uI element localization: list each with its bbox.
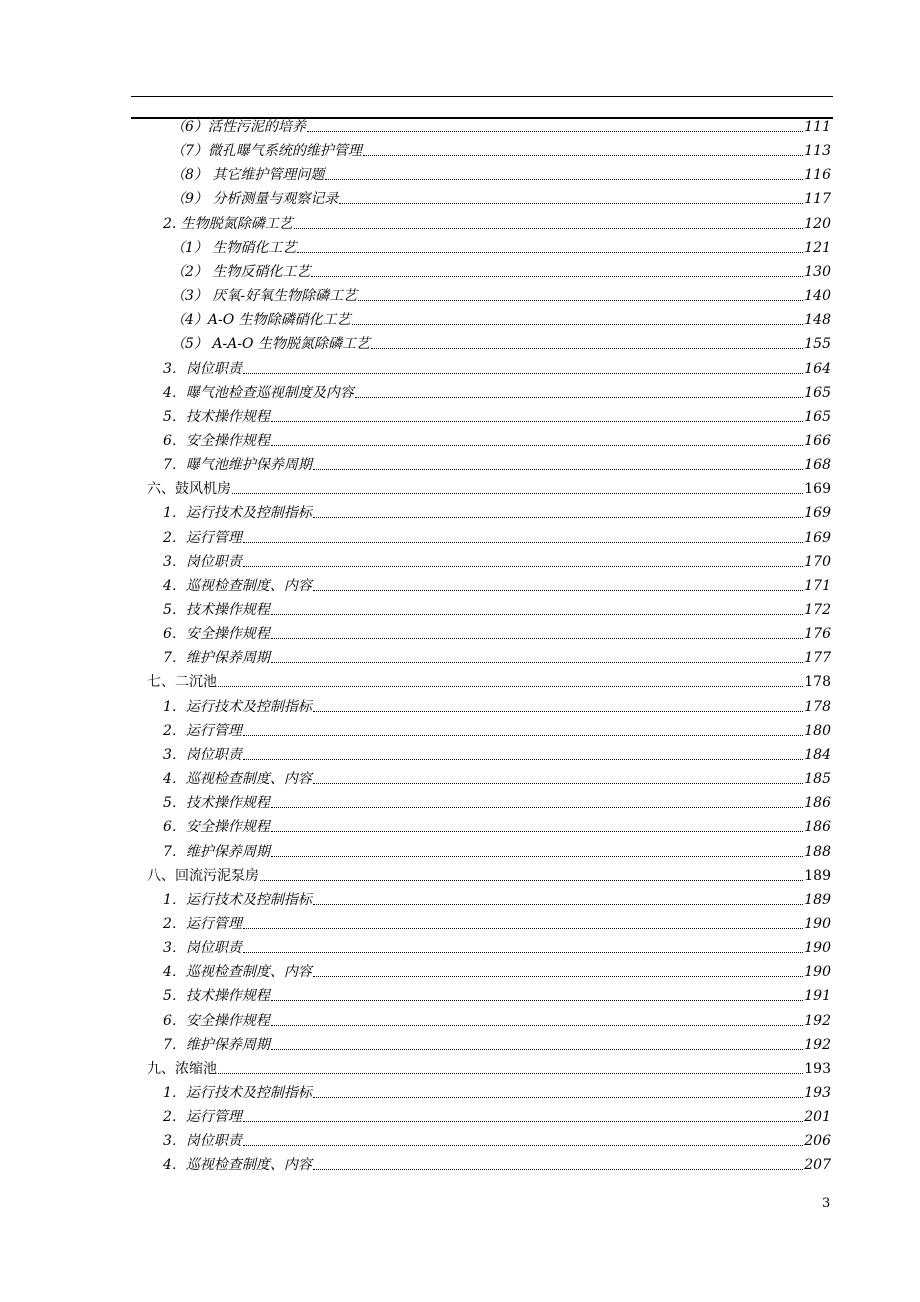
toc-entry-label: （5） A-A-O 生物脱氮除磷工艺: [171, 336, 370, 353]
toc-dot-leader: [313, 469, 803, 470]
toc-entry[interactable]: [163, 1006, 831, 1030]
toc-entry-page: 172: [804, 602, 831, 618]
toc-entry-label: （8） 其它维护管理问题: [171, 167, 325, 184]
toc-entry-page: 189: [804, 867, 831, 884]
toc-entry-page: 193: [804, 1085, 831, 1101]
toc-entry-label: 7．维护保养周期: [163, 843, 270, 860]
toc-entry[interactable]: [171, 257, 831, 281]
toc-entry[interactable]: [171, 281, 831, 305]
toc-entry-page: 192: [804, 1036, 831, 1053]
toc-entry-page: 176: [804, 626, 831, 643]
toc-entry-page: 178: [804, 674, 831, 691]
toc-entry-page: 169: [804, 505, 831, 522]
toc-dot-leader: [271, 421, 803, 422]
toc-entry[interactable]: [163, 1150, 831, 1174]
header-rule: [131, 96, 833, 97]
toc-entry[interactable]: [163, 426, 831, 450]
toc-entry[interactable]: [163, 547, 831, 571]
toc-entry[interactable]: [171, 136, 831, 160]
toc-entry[interactable]: [171, 112, 831, 136]
toc-dot-leader: [271, 1025, 803, 1026]
toc-entry[interactable]: [163, 450, 831, 474]
toc-entry[interactable]: [163, 402, 831, 426]
toc-entry[interactable]: [163, 764, 831, 788]
toc-entry-label: 九、浓缩池: [147, 1060, 217, 1077]
toc-entry-page: 168: [804, 457, 831, 474]
toc-entry-label: 2．运行管理: [163, 529, 242, 546]
toc-dot-leader: [218, 1073, 803, 1074]
toc-entry-page: 166: [804, 432, 831, 449]
page-number: 3: [822, 1196, 831, 1211]
toc-entry-page: 121: [804, 239, 831, 256]
toc-entry-label: 1．运行技术及控制指标: [163, 891, 312, 908]
toc-entry-label: 4．巡视检查制度、内容: [163, 771, 312, 788]
toc-dot-leader: [294, 228, 803, 229]
toc-entry[interactable]: [163, 1126, 831, 1150]
toc-entry-page: 113: [804, 143, 831, 160]
toc-dot-leader: [271, 856, 803, 857]
toc-dot-leader: [243, 735, 803, 736]
toc-dot-leader: [218, 686, 803, 687]
toc-entry-label: （1） 生物硝化工艺: [171, 239, 297, 256]
toc-entry-page: 169: [804, 481, 831, 498]
toc-entry[interactable]: [171, 233, 831, 257]
toc-entry-page: 185: [804, 771, 831, 788]
toc-entry-page: 171: [804, 577, 831, 594]
toc-entry[interactable]: [171, 305, 831, 329]
toc-dot-leader: [271, 1049, 803, 1050]
toc-entry-page: 201: [804, 1109, 831, 1126]
toc-entry-label: 7．维护保养周期: [163, 650, 270, 667]
toc-entry-label: 5．技术操作规程: [163, 795, 270, 812]
toc-entry-page: 188: [804, 843, 831, 860]
toc-entry[interactable]: [171, 160, 831, 184]
toc-entry-page: 111: [804, 119, 831, 135]
toc-entry-label: （2） 生物反硝化工艺: [171, 263, 311, 280]
toc-entry[interactable]: [163, 692, 831, 716]
toc-dot-leader: [243, 1121, 803, 1122]
toc-entry-label: 5．技术操作规程: [163, 602, 270, 618]
toc-entry-page: 190: [804, 915, 831, 932]
toc-entry-page: 191: [804, 988, 831, 1005]
toc-dot-leader: [313, 904, 803, 905]
toc-entry[interactable]: [163, 595, 831, 619]
toc-entry-label: 2．运行管理: [163, 915, 242, 932]
toc-entry[interactable]: [163, 885, 831, 909]
toc-entry[interactable]: [147, 861, 831, 885]
toc-entry-label: （6）活性污泥的培养: [171, 119, 306, 135]
toc-entry-page: 207: [804, 1157, 831, 1174]
toc-dot-leader: [243, 952, 803, 953]
toc-entry-page: 130: [804, 263, 831, 280]
toc-entry[interactable]: [163, 643, 831, 667]
toc-entry-label: 六、鼓风机房: [147, 481, 231, 498]
toc-dot-leader: [271, 831, 803, 832]
toc-entry[interactable]: [163, 619, 831, 643]
toc-entry[interactable]: [163, 837, 831, 861]
toc-entry[interactable]: [163, 933, 831, 957]
toc-entry-page: 120: [804, 215, 831, 232]
toc-entry-page: 169: [804, 529, 831, 546]
toc-entry-label: 3．岗位职责: [163, 1133, 242, 1150]
toc-entry-label: 1．运行技术及控制指标: [163, 698, 312, 715]
toc-dot-leader: [271, 662, 803, 663]
toc-entry[interactable]: [163, 1078, 831, 1102]
toc-entry[interactable]: [163, 788, 831, 812]
toc-dot-leader: [243, 542, 803, 543]
toc-entry-page: 177: [804, 650, 831, 667]
toc-entry[interactable]: [147, 667, 831, 691]
toc-entry[interactable]: [163, 1102, 831, 1126]
toc-entry[interactable]: [163, 571, 831, 595]
toc-dot-leader: [243, 1145, 803, 1146]
toc-dot-leader: [313, 1169, 803, 1170]
toc-entry-label: 1．运行技术及控制指标: [163, 505, 312, 522]
toc-entry[interactable]: [171, 184, 831, 208]
toc-dot-leader: [313, 711, 803, 712]
toc-dot-leader: [243, 928, 803, 929]
toc-entry-label: 2. 生物脱氮除磷工艺: [163, 215, 293, 232]
toc-dot-leader: [311, 276, 803, 277]
toc-entry-page: 165: [804, 384, 831, 401]
toc-entry-label: 1．运行技术及控制指标: [163, 1085, 312, 1101]
toc-entry-page: 190: [804, 964, 831, 981]
toc-entry-label: 7．维护保养周期: [163, 1036, 270, 1053]
toc-entry-label: （7）微孔曝气系统的维护管理: [171, 143, 362, 160]
toc-entry-label: 3．岗位职责: [163, 360, 242, 377]
toc-entry-page: 170: [804, 553, 831, 570]
toc-entry-label: 八、回流污泥泵房: [147, 867, 259, 884]
toc-dot-leader: [355, 397, 803, 398]
toc-entry-label: 4．巡视检查制度、内容: [163, 1157, 312, 1174]
toc-entry-label: 7．曝气池维护保养周期: [163, 457, 312, 474]
toc-entry-label: 2．运行管理: [163, 1109, 242, 1126]
toc-dot-leader: [243, 566, 803, 567]
toc-entry[interactable]: [163, 1030, 831, 1054]
toc-dot-leader: [313, 976, 803, 977]
toc-entry-page: 186: [804, 819, 831, 836]
toc-entry-label: 6．安全操作规程: [163, 432, 270, 449]
toc-entry-label: 4．曝气池检查巡视制度及内容: [163, 384, 354, 401]
toc-dot-leader: [325, 179, 803, 180]
toc-dot-leader: [339, 203, 803, 204]
toc-entry[interactable]: [163, 209, 831, 233]
toc-dot-leader: [358, 300, 803, 301]
toc-entry[interactable]: [163, 981, 831, 1005]
toc-dot-leader: [243, 373, 803, 374]
toc-dot-leader: [232, 493, 803, 494]
toc-dot-leader: [271, 1000, 803, 1001]
toc-entry[interactable]: [163, 354, 831, 378]
toc-entry[interactable]: [171, 329, 831, 353]
toc-dot-leader: [313, 1097, 803, 1098]
toc-entry-label: 6．安全操作规程: [163, 1012, 270, 1029]
toc-entry[interactable]: [163, 716, 831, 740]
toc-entry-label: 6．安全操作规程: [163, 819, 270, 836]
toc-dot-leader: [363, 155, 803, 156]
toc-entry[interactable]: [163, 957, 831, 981]
toc-dot-leader: [313, 590, 803, 591]
toc-entry[interactable]: [163, 523, 831, 547]
toc-entry-page: 186: [804, 795, 831, 812]
toc-entry-page: 192: [804, 1012, 831, 1029]
toc-entry-label: 5．技术操作规程: [163, 408, 270, 425]
toc-dot-leader: [352, 324, 804, 325]
toc-entry-page: 180: [804, 722, 831, 739]
toc-entry-page: 190: [804, 940, 831, 957]
toc-dot-leader: [271, 807, 803, 808]
toc-entry-page: 178: [804, 698, 831, 715]
toc-dot-leader: [313, 783, 803, 784]
toc-entry-label: （9） 分析测量与观察记录: [171, 191, 339, 208]
toc-dot-leader: [243, 759, 803, 760]
toc-entry-page: 206: [804, 1133, 831, 1150]
toc-entry-label: 3．岗位职责: [163, 940, 242, 957]
toc-entry-page: 164: [804, 360, 831, 377]
toc-entry[interactable]: [163, 909, 831, 933]
toc-entry-label: 4．巡视检查制度、内容: [163, 577, 312, 594]
toc-entry-page: 189: [804, 891, 831, 908]
toc-entry-page: 148: [804, 312, 831, 329]
toc-entry[interactable]: [163, 812, 831, 836]
toc-entry-page: 140: [804, 288, 831, 305]
toc-dot-leader: [297, 252, 803, 253]
toc-entry-label: 2．运行管理: [163, 722, 242, 739]
toc-entry[interactable]: [147, 1054, 831, 1078]
toc-entry-page: 155: [804, 336, 831, 353]
toc-entry-label: 6．安全操作规程: [163, 626, 270, 643]
toc-entry-label: 3．岗位职责: [163, 746, 242, 763]
toc-entry[interactable]: [163, 378, 831, 402]
toc-entry-page: 165: [804, 408, 831, 425]
toc-dot-leader: [260, 880, 803, 881]
toc-entry-page: 193: [804, 1060, 831, 1077]
toc-dot-leader: [371, 348, 803, 349]
toc-entry-label: （3） 厌氧-好氧生物除磷工艺: [171, 288, 358, 305]
toc-entry-page: 116: [804, 167, 831, 184]
toc-entry-page: 117: [804, 191, 831, 208]
toc-entry-label: 5．技术操作规程: [163, 988, 270, 1005]
toc-dot-leader: [271, 638, 803, 639]
toc-dot-leader: [271, 614, 803, 615]
toc-entry-label: 4．巡视检查制度、内容: [163, 964, 312, 981]
toc-entry-label: 3．岗位职责: [163, 553, 242, 570]
toc-entry-label: （4）A-O 生物除磷硝化工艺: [171, 312, 351, 329]
toc-dot-leader: [313, 517, 803, 518]
toc-dot-leader: [307, 131, 803, 132]
toc-entry[interactable]: [163, 740, 831, 764]
toc-entry[interactable]: [147, 474, 831, 498]
toc-entry[interactable]: [163, 498, 831, 522]
toc-entry-label: 七、二沉池: [147, 674, 217, 691]
toc-entry-page: 184: [804, 746, 831, 763]
toc-dot-leader: [271, 445, 803, 446]
